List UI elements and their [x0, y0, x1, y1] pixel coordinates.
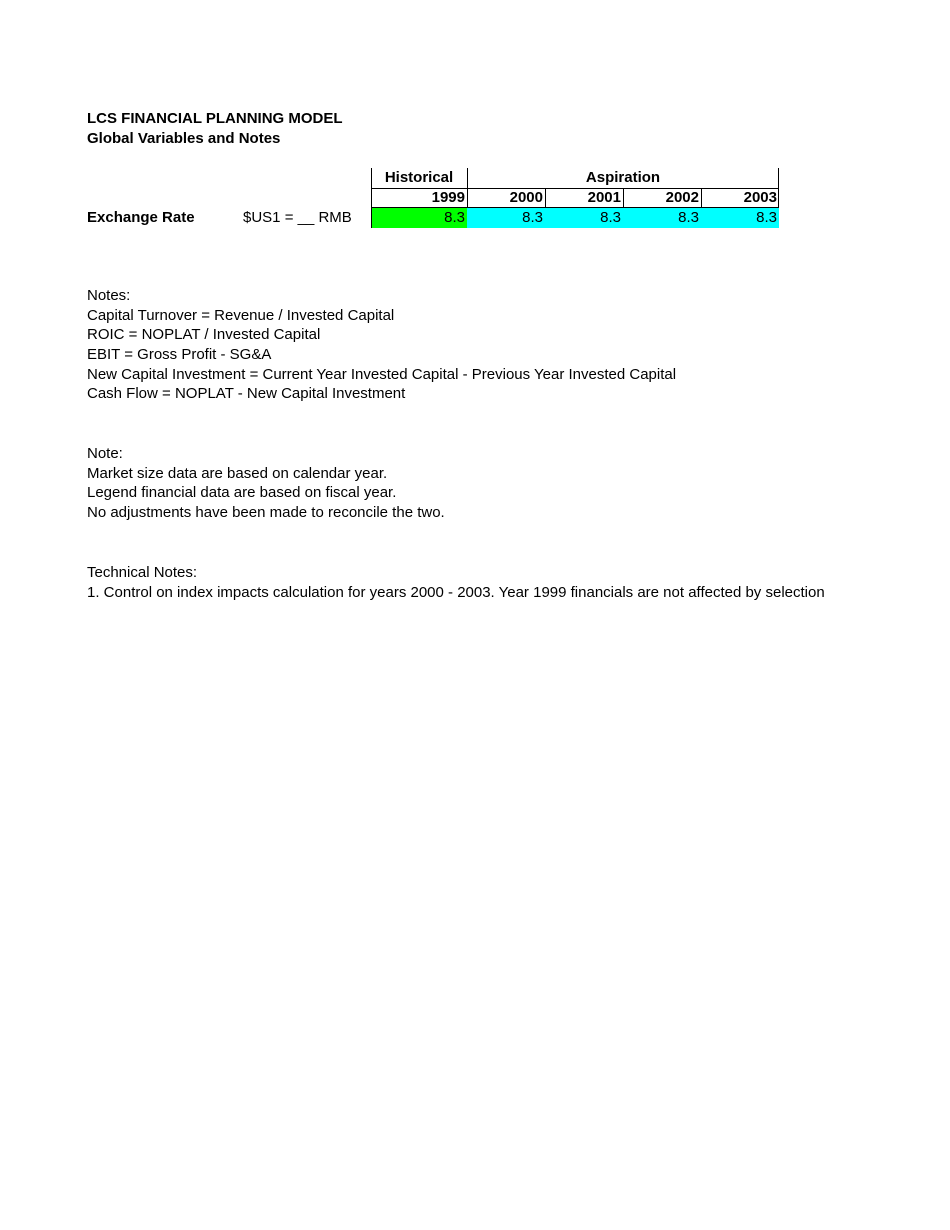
- notes-line: EBIT = Gross Profit - SG&A: [87, 346, 272, 364]
- exchange-rate-1999[interactable]: 8.3: [444, 209, 465, 226]
- exchange-rate-label: Exchange Rate: [87, 209, 195, 226]
- note-line: Market size data are based on calendar year.: [87, 464, 388, 482]
- page-title: LCS FINANCIAL PLANNING MODEL: [87, 110, 343, 127]
- table-border: [371, 188, 779, 189]
- exchange-rate-2000[interactable]: 8.3: [522, 209, 543, 226]
- year-header-2000: 2000: [509, 189, 543, 206]
- notes-line: Cash Flow = NOPLAT - New Capital Investment: [87, 385, 406, 403]
- table-border: [371, 207, 779, 208]
- notes-line: Capital Turnover = Revenue / Invested Capital: [87, 306, 395, 324]
- note-line: Legend financial data are based on fiscal year.: [87, 484, 397, 502]
- year-header-1999: 1999: [431, 189, 465, 206]
- notes-heading: Notes:: [87, 287, 131, 304]
- table-border: [701, 188, 702, 208]
- year-header-2001: 2001: [587, 189, 621, 206]
- exchange-rate-2001[interactable]: 8.3: [600, 209, 621, 226]
- group-header-aspiration: Aspiration: [585, 169, 661, 186]
- notes-section: [87, 286, 676, 404]
- exchange-rate-2003[interactable]: 8.3: [756, 209, 777, 226]
- technical-notes-section: [87, 563, 858, 602]
- technical-notes-heading: Technical Notes:: [87, 564, 198, 581]
- technical-notes-line: 1. Control on index impacts calculation for years 2000 - 2003. Year 1999 financials are not affected by selection: [87, 583, 825, 601]
- table-border: [371, 168, 372, 228]
- note-section: [87, 444, 445, 523]
- exchange-rate-unit: $US1 = __ RMB: [243, 209, 352, 226]
- table-border: [623, 188, 624, 208]
- page-subtitle: Global Variables and Notes: [87, 130, 281, 147]
- note-line: No adjustments have been made to reconcile the two.: [87, 504, 445, 522]
- notes-line: ROIC = NOPLAT / Invested Capital: [87, 326, 321, 344]
- exchange-rate-2002[interactable]: 8.3: [678, 209, 699, 226]
- note-heading: Note:: [87, 445, 123, 462]
- year-header-2003: 2003: [743, 189, 777, 206]
- notes-line: New Capital Investment = Current Year Invested Capital - Previous Year Invested Capital: [87, 365, 677, 383]
- year-header-2002: 2002: [665, 189, 699, 206]
- group-header-historical: Historical: [384, 169, 454, 186]
- table-border: [545, 188, 546, 208]
